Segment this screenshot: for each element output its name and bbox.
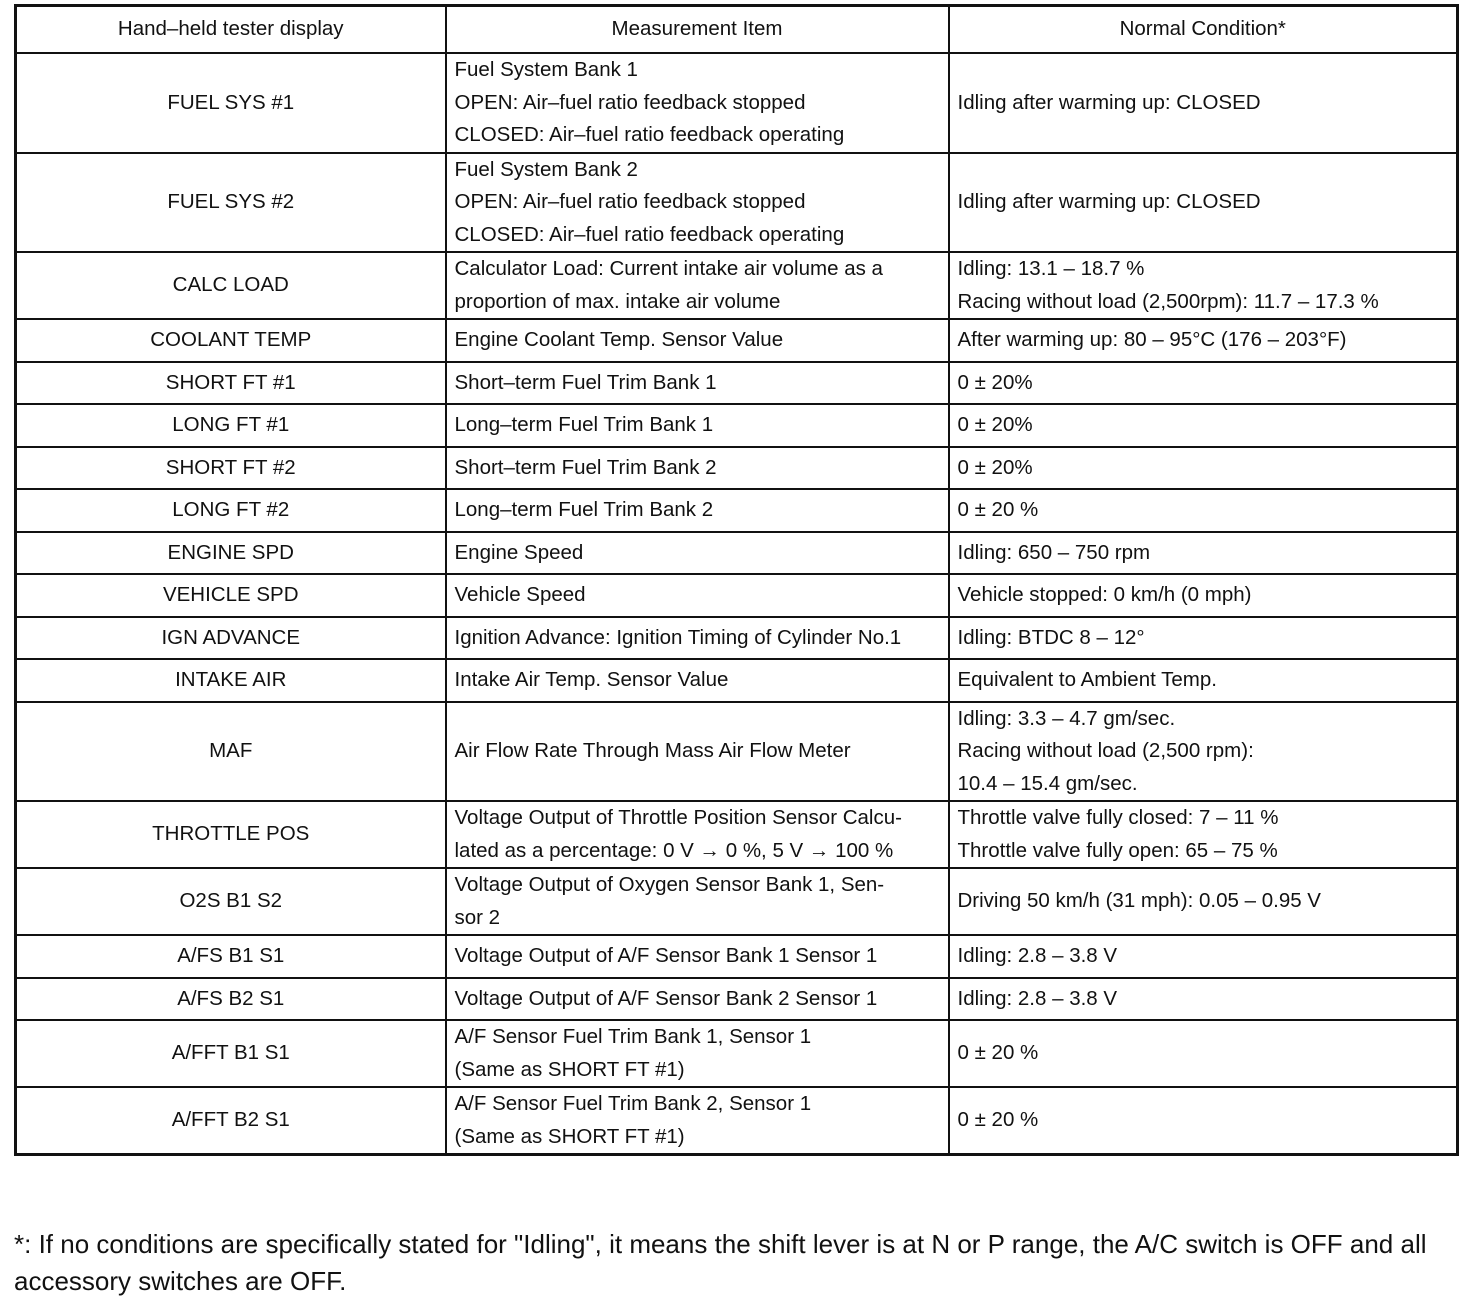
measurement-item-cell bbox=[446, 1087, 949, 1155]
measurement-line: Vehicle Speed bbox=[454, 583, 586, 606]
normal-condition-line: Vehicle stopped: 0 km/h (0 mph) bbox=[957, 583, 1252, 606]
measurement-line: Air Flow Rate Through Mass Air Flow Meter bbox=[454, 739, 851, 762]
measurement-line: CLOSED: Air–fuel ratio feedback operating bbox=[454, 123, 845, 146]
measurement-line: Calculator Load: Current intake air volume as a bbox=[454, 257, 883, 280]
table-row bbox=[16, 1087, 1458, 1155]
measurement-line: Fuel System Bank 1 bbox=[454, 58, 638, 81]
measurement-line: Ignition Advance: Ignition Timing of Cylinder No.1 bbox=[454, 625, 902, 649]
normal-condition-line: Idling: 3.3 – 4.7 gm/sec. bbox=[957, 706, 1176, 730]
measurement-item-cell bbox=[446, 617, 949, 660]
measurement-line: Engine Speed bbox=[454, 540, 584, 564]
normal-condition-line: 0 ± 20% bbox=[957, 370, 1033, 394]
spec-table-container bbox=[14, 4, 1456, 1156]
normal-condition-line: 10.4 – 15.4 gm/sec. bbox=[957, 771, 1138, 795]
tester-display-cell: IGN ADVANCE bbox=[16, 617, 446, 660]
measurement-line: Fuel System Bank 2 bbox=[454, 157, 638, 181]
table-row bbox=[16, 447, 1458, 490]
normal-condition-cell bbox=[949, 1087, 1458, 1155]
normal-condition-cell bbox=[949, 362, 1458, 405]
normal-condition-cell bbox=[949, 447, 1458, 490]
measurement-line: A/F Sensor Fuel Trim Bank 1, Sensor 1 bbox=[454, 1025, 812, 1048]
normal-condition-line: Racing without load (2,500rpm): 11.7 – 17.3 % bbox=[957, 289, 1379, 313]
tester-display-cell: LONG FT #2 bbox=[16, 489, 446, 532]
normal-condition-cell bbox=[949, 868, 1458, 935]
normal-condition-line: Idling after warming up: CLOSED bbox=[957, 190, 1261, 213]
tester-display-cell: LONG FT #1 bbox=[16, 404, 446, 447]
normal-condition-cell bbox=[949, 53, 1458, 153]
footnote: *: If no conditions are specifically stated for "Idling", it means the shift lever is at N or P range, the A/C switch is OFF and all accessory switches are OFF. bbox=[14, 1229, 1427, 1296]
normal-condition-cell bbox=[949, 935, 1458, 978]
normal-condition-cell bbox=[949, 489, 1458, 532]
normal-condition-line: Idling: 2.8 – 3.8 V bbox=[957, 944, 1118, 967]
tester-display-cell: A/FS B2 S1 bbox=[16, 978, 446, 1021]
measurement-line: Voltage Output of Throttle Position Sensor Calcu- bbox=[454, 806, 902, 829]
table-row bbox=[16, 252, 1458, 319]
tester-display-cell: COOLANT TEMP bbox=[16, 319, 446, 362]
measurement-item-cell bbox=[446, 153, 949, 253]
normal-condition-line: Racing without load (2,500 rpm): bbox=[957, 739, 1254, 762]
measurement-item-cell bbox=[446, 53, 949, 153]
normal-condition-cell bbox=[949, 574, 1458, 617]
tester-display-cell: A/FS B1 S1 bbox=[16, 935, 446, 978]
table-row bbox=[16, 532, 1458, 575]
normal-condition-cell bbox=[949, 404, 1458, 447]
measurement-line: OPEN: Air–fuel ratio feedback stopped bbox=[454, 190, 806, 213]
measurement-line: Short–term Fuel Trim Bank 1 bbox=[454, 370, 717, 394]
measurement-line: OPEN: Air–fuel ratio feedback stopped bbox=[454, 90, 806, 114]
measurement-line: Voltage Output of A/F Sensor Bank 2 Sensor 1 bbox=[454, 986, 878, 1010]
measurement-line: Voltage Output of Oxygen Sensor Bank 1, Sen- bbox=[454, 873, 885, 896]
normal-condition-cell bbox=[949, 532, 1458, 575]
measurement-item-cell bbox=[446, 659, 949, 702]
measurement-line: Short–term Fuel Trim Bank 2 bbox=[454, 455, 717, 479]
normal-condition-line: 0 ± 20% bbox=[957, 413, 1033, 436]
table-row bbox=[16, 978, 1458, 1021]
normal-condition-line: Equivalent to Ambient Temp. bbox=[957, 668, 1217, 691]
measurement-line: (Same as SHORT FT #1) bbox=[454, 1124, 685, 1148]
tester-display-cell: ENGINE SPD bbox=[16, 532, 446, 575]
measurement-item-cell bbox=[446, 935, 949, 978]
measurement-item-cell bbox=[446, 702, 949, 802]
measurement-line: sor 2 bbox=[454, 905, 501, 929]
measurement-item-cell bbox=[446, 532, 949, 575]
measurement-line: (Same as SHORT FT #1) bbox=[454, 1057, 685, 1081]
measurement-line: CLOSED: Air–fuel ratio feedback operating bbox=[454, 222, 845, 246]
measurement-line: Intake Air Temp. Sensor Value bbox=[454, 668, 729, 691]
header-tester-display: Hand–held tester display bbox=[16, 6, 446, 54]
tester-display-cell: CALC LOAD bbox=[16, 252, 446, 319]
measurement-line: lated as a percentage: 0 V → 0 %, 5 V → 100 % bbox=[454, 838, 894, 862]
measurement-line: Voltage Output of A/F Sensor Bank 1 Sensor 1 bbox=[454, 944, 878, 967]
measurement-item-cell bbox=[446, 319, 949, 362]
table-row bbox=[16, 404, 1458, 447]
measurement-line: Long–term Fuel Trim Bank 2 bbox=[454, 498, 714, 521]
header-normal-condition: Normal Condition* bbox=[949, 6, 1458, 54]
measurement-line: Long–term Fuel Trim Bank 1 bbox=[454, 413, 714, 436]
normal-condition-cell bbox=[949, 801, 1458, 868]
measurement-item-cell bbox=[446, 252, 949, 319]
normal-condition-cell bbox=[949, 702, 1458, 802]
normal-condition-line: 0 ± 20 % bbox=[957, 498, 1039, 521]
tester-display-cell: FUEL SYS #2 bbox=[16, 153, 446, 253]
normal-condition-line: After warming up: 80 – 95°C (176 – 203°F) bbox=[957, 328, 1347, 351]
table-row bbox=[16, 574, 1458, 617]
measurement-item-cell bbox=[446, 574, 949, 617]
measurement-item-cell bbox=[446, 1020, 949, 1087]
measurement-line: proportion of max. intake air volume bbox=[454, 289, 781, 313]
normal-condition-cell bbox=[949, 319, 1458, 362]
table-row bbox=[16, 935, 1458, 978]
normal-condition-cell bbox=[949, 153, 1458, 253]
table-body bbox=[16, 53, 1458, 1155]
normal-condition-line: Idling after warming up: CLOSED bbox=[957, 90, 1261, 114]
measurement-item-cell bbox=[446, 489, 949, 532]
normal-condition-cell bbox=[949, 617, 1458, 660]
tester-display-cell: VEHICLE SPD bbox=[16, 574, 446, 617]
tester-display-cell: A/FFT B1 S1 bbox=[16, 1020, 446, 1087]
tester-display-cell: INTAKE AIR bbox=[16, 659, 446, 702]
measurement-item-cell bbox=[446, 978, 949, 1021]
table-row bbox=[16, 319, 1458, 362]
table-row bbox=[16, 362, 1458, 405]
table-header-row bbox=[16, 6, 1458, 54]
tester-display-cell: THROTTLE POS bbox=[16, 801, 446, 868]
data-list-table bbox=[14, 4, 1459, 1156]
normal-condition-line: Driving 50 km/h (31 mph): 0.05 – 0.95 V bbox=[957, 889, 1321, 913]
normal-condition-line: Idling: 650 – 750 rpm bbox=[957, 540, 1151, 564]
header-measurement-item: Measurement Item bbox=[446, 6, 949, 54]
normal-condition-line: Idling: 13.1 – 18.7 % bbox=[957, 257, 1145, 280]
tester-display-cell: SHORT FT #2 bbox=[16, 447, 446, 490]
table-row bbox=[16, 153, 1458, 253]
normal-condition-cell bbox=[949, 1020, 1458, 1087]
table-row bbox=[16, 53, 1458, 153]
table-row bbox=[16, 702, 1458, 802]
measurement-line: Engine Coolant Temp. Sensor Value bbox=[454, 328, 784, 351]
table-row bbox=[16, 489, 1458, 532]
table-row bbox=[16, 659, 1458, 702]
tester-display-cell: MAF bbox=[16, 702, 446, 802]
tester-display-cell: A/FFT B2 S1 bbox=[16, 1087, 446, 1155]
normal-condition-line: Throttle valve fully closed: 7 – 11 % bbox=[957, 806, 1279, 829]
table-row bbox=[16, 868, 1458, 935]
normal-condition-cell bbox=[949, 252, 1458, 319]
normal-condition-line: 0 ± 20 % bbox=[957, 1041, 1039, 1065]
tester-display-cell: SHORT FT #1 bbox=[16, 362, 446, 405]
measurement-item-cell bbox=[446, 404, 949, 447]
table-row bbox=[16, 801, 1458, 868]
tester-display-cell: FUEL SYS #1 bbox=[16, 53, 446, 153]
normal-condition-cell bbox=[949, 978, 1458, 1021]
normal-condition-line: Idling: 2.8 – 3.8 V bbox=[957, 986, 1118, 1010]
normal-condition-line: 0 ± 20% bbox=[957, 455, 1033, 479]
measurement-line: A/F Sensor Fuel Trim Bank 2, Sensor 1 bbox=[454, 1092, 812, 1115]
measurement-item-cell bbox=[446, 362, 949, 405]
normal-condition-line: Idling: BTDC 8 – 12° bbox=[957, 625, 1145, 649]
tester-display-cell: O2S B1 S2 bbox=[16, 868, 446, 935]
normal-condition-cell bbox=[949, 659, 1458, 702]
normal-condition-line: 0 ± 20 % bbox=[957, 1108, 1039, 1132]
measurement-item-cell bbox=[446, 801, 949, 868]
measurement-item-cell bbox=[446, 868, 949, 935]
measurement-item-cell bbox=[446, 447, 949, 490]
normal-condition-line: Throttle valve fully open: 65 – 75 % bbox=[957, 838, 1278, 862]
table-row bbox=[16, 617, 1458, 660]
table-row bbox=[16, 1020, 1458, 1087]
